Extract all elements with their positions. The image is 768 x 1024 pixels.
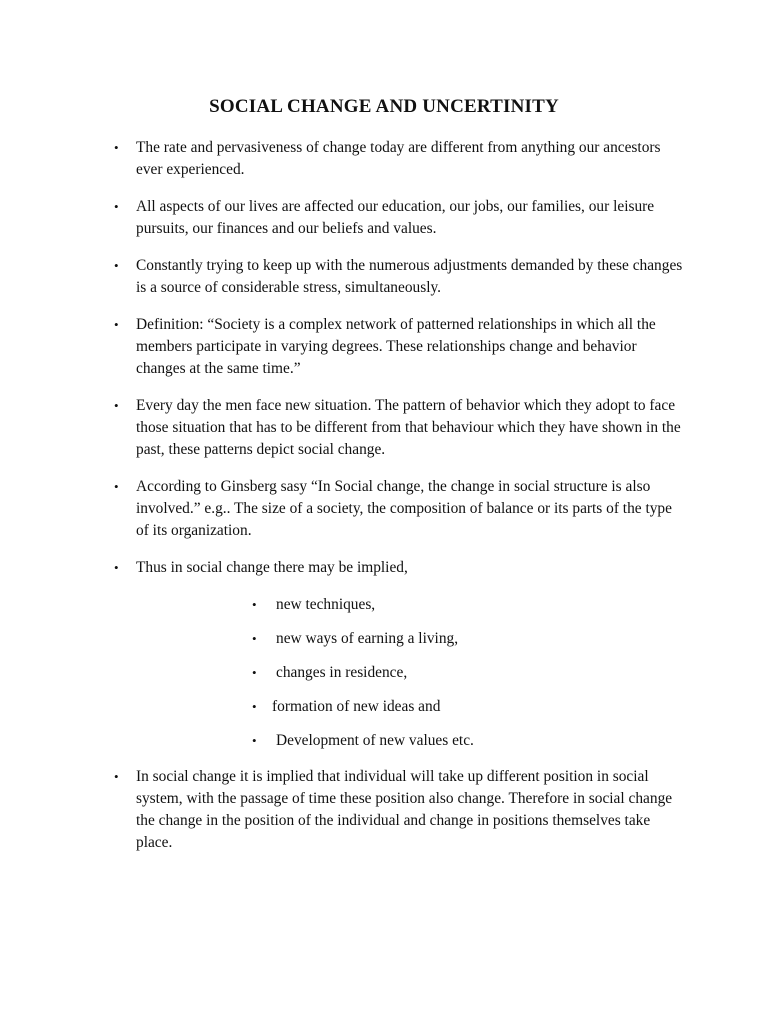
bullet-icon: • [252, 597, 257, 612]
bullet-text: All aspects of our lives are affected our education, our jobs, our families, our leisure pursuits, our finances and our beliefs and values. [136, 198, 655, 237]
sub-bullet-text: new ways of earning a living, [276, 630, 459, 647]
sub-bullet-container [0, 594, 768, 752]
bullet-item [0, 476, 768, 542]
bullet-item [0, 255, 768, 299]
bullet-icon: • [114, 560, 119, 575]
sub-bullet-text: changes in residence, [276, 664, 408, 681]
bullet-icon: • [114, 258, 119, 273]
sub-bullet-item [0, 662, 768, 684]
bullet-text: The rate and pervasiveness of change today are different from anything our ancestors ever experienced. [136, 139, 661, 178]
bullet-icon: • [114, 317, 119, 332]
sub-bullet-text: formation of new ideas and [272, 698, 441, 715]
bullet-icon: • [114, 199, 119, 214]
sub-bullet-item [0, 730, 768, 752]
bullet-item [0, 766, 768, 854]
bullet-icon: • [114, 398, 119, 413]
bullet-item [0, 395, 768, 461]
bullet-item [0, 196, 768, 240]
bullet-icon: • [252, 631, 257, 646]
bullet-icon: • [114, 769, 119, 784]
bullet-item [0, 557, 768, 579]
sub-bullet-list [0, 594, 768, 752]
sub-bullet-text: new techniques, [276, 596, 376, 613]
bullet-text: According to Ginsberg sasy “In Social change, the change in social structure is also involved.” e.g.. The size of a society, the composition of balance or its parts of the type of its organization. [136, 478, 672, 539]
bullet-icon: • [252, 699, 257, 714]
bullet-text: In social change it is implied that individual will take up different position in social system, with the passage of time these position also change. Therefore in social change the change in the position of the individual and change in positions themselves take place. [136, 768, 673, 851]
bullet-icon: • [252, 665, 257, 680]
sub-bullet-text: Development of new values etc. [276, 732, 474, 749]
bullet-item [0, 137, 768, 181]
sub-bullet-item [0, 696, 768, 718]
bullet-item [0, 314, 768, 380]
bullet-list [0, 137, 768, 869]
sub-bullet-item [0, 628, 768, 650]
bullet-icon: • [114, 140, 119, 155]
bullet-icon: • [114, 479, 119, 494]
bullet-text: Every day the men face new situation. The pattern of behavior which they adopt to face those situation that has to be different from that behaviour which they have shown in the past, these patterns depict social change. [136, 397, 681, 458]
bullet-text: Constantly trying to keep up with the numerous adjustments demanded by these changes is a source of considerable stress, simultaneously. [136, 257, 683, 296]
sub-bullet-item [0, 594, 768, 616]
document-title: SOCIAL CHANGE AND UNCERTINITY [209, 96, 559, 117]
bullet-text: Definition: “Society is a complex network of patterned relationships in which all the members participate in varying degrees. These relationships change and behavior changes at the same time.” [136, 316, 656, 377]
bullet-text: Thus in social change there may be implied, [136, 559, 408, 576]
bullet-icon: • [252, 733, 257, 748]
